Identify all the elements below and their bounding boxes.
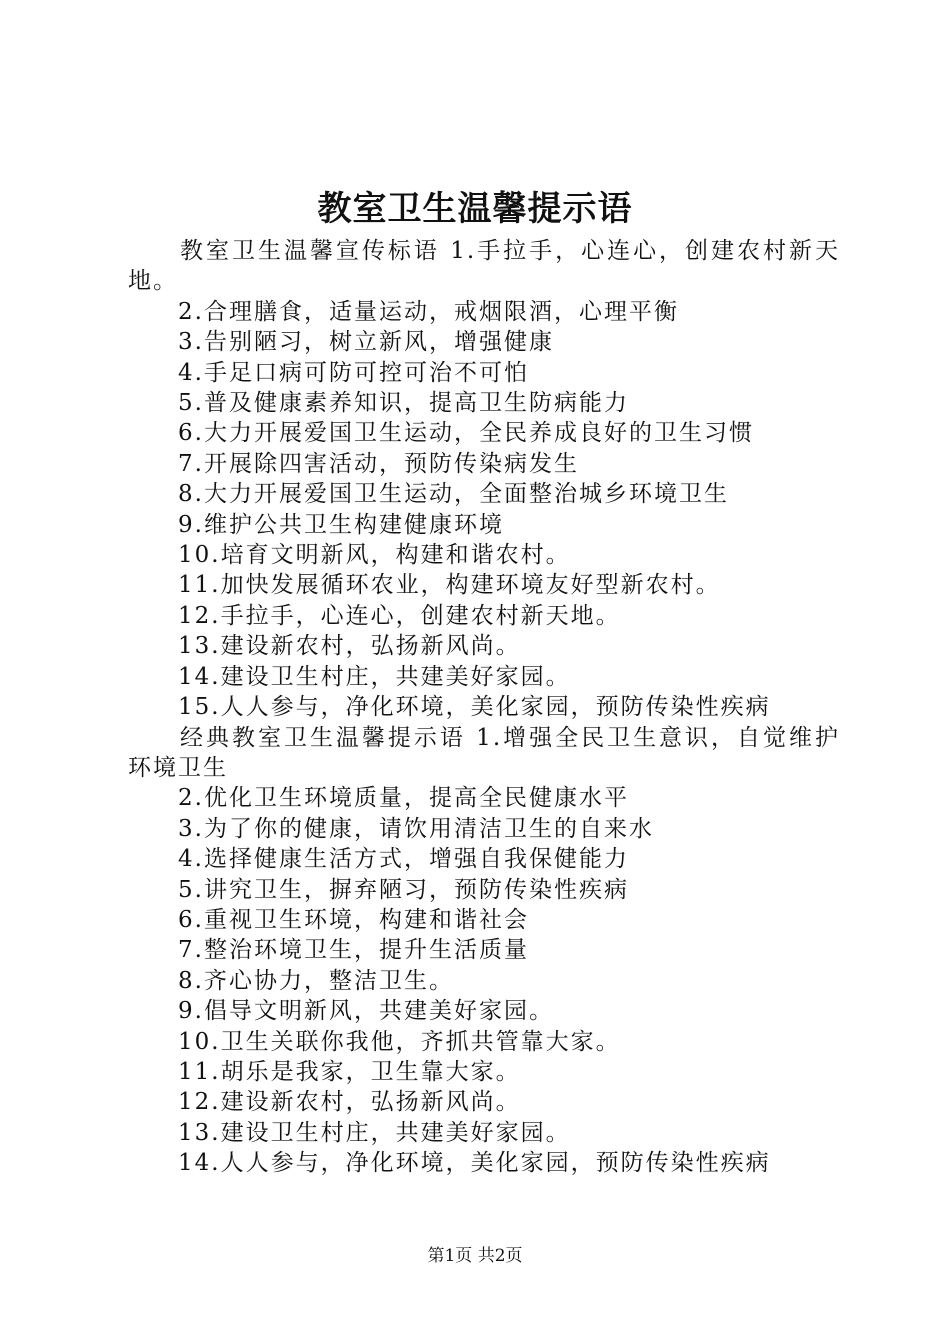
list-item: 6.大力开展爱国卫生运动，全民养成良好的卫生习惯: [178, 420, 754, 447]
list-item: 4.选择健康生活方式，增强自我保健能力: [178, 846, 629, 873]
section1-intro: 教室卫生温馨宣传标语 1.手拉手，心连心，创建农村新天地。: [128, 238, 840, 295]
page-footer: 第1页 共2页: [427, 1246, 523, 1266]
list-item: 8.齐心协力，整洁卫生。: [178, 967, 454, 994]
list-item: 13.建设卫生村庄，共建美好家园。: [178, 1119, 571, 1146]
list-item: 6.重视卫生环境，构建和谐社会: [178, 906, 529, 933]
list-item: 7.开展除四害活动，预防传染病发生: [178, 450, 579, 477]
list-item: 11.加快发展循环农业，构建环境友好型新农村。: [178, 572, 721, 599]
list-item: 5.讲究卫生，摒弃陋习，预防传染性疾病: [178, 876, 629, 903]
list-item: 9.倡导文明新风，共建美好家园。: [178, 998, 554, 1025]
list-item: 2.合理膳食，适量运动，戒烟限酒，心理平衡: [178, 298, 679, 325]
list-item: 5.普及健康素养知识，提高卫生防病能力: [178, 390, 629, 417]
document-title: 教室卫生温馨提示语: [317, 189, 633, 229]
list-item: 4.手足口病可防可控可治不可怕: [178, 359, 529, 386]
list-item: 3.告别陋习，树立新风，增强健康: [178, 329, 554, 356]
list-item: 10.培育文明新风，构建和谐农村。: [178, 542, 571, 569]
list-item: 9.维护公共卫生构建健康环境: [178, 511, 504, 538]
list-item: 11.胡乐是我家，卫生靠大家。: [178, 1058, 521, 1085]
list-item: 10.卫生关联你我他，齐抓共管靠大家。: [178, 1028, 621, 1055]
document-body: [128, 236, 840, 1179]
list-item: 13.建设新农村，弘扬新风尚。: [178, 633, 521, 660]
list-item: 7.整治环境卫生，提升生活质量: [178, 937, 529, 964]
list-item: 14.人人参与，净化环境，美化家园，预防传染性疾病: [178, 1150, 771, 1177]
list-item: 15.人人参与，净化环境，美化家园，预防传染性疾病: [178, 694, 771, 721]
list-item: 3.为了你的健康，请饮用清洁卫生的自来水: [178, 815, 654, 842]
list-item: 12.手拉手，心连心，创建农村新天地。: [178, 602, 621, 629]
list-item: 2.优化卫生环境质量，提高全民健康水平: [178, 785, 629, 812]
list-item: 8.大力开展爱国卫生运动，全面整治城乡环境卫生: [178, 481, 729, 508]
list-item: 12.建设新农村，弘扬新风尚。: [178, 1089, 521, 1116]
section2-intro: 经典教室卫生温馨提示语 1.增强全民卫生意识，自觉维护环境卫生: [128, 724, 840, 781]
list-item: 14.建设卫生村庄，共建美好家园。: [178, 663, 571, 690]
